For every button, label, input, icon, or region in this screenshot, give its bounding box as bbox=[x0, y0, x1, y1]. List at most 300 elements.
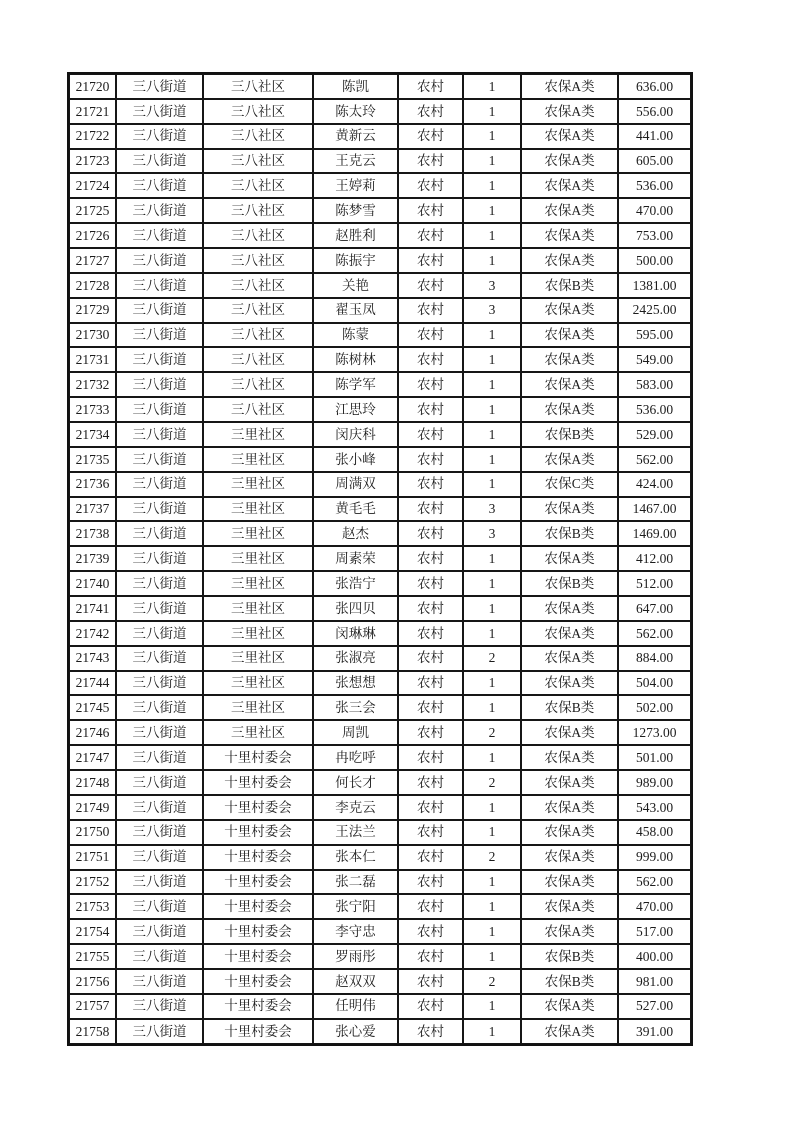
table-cell: 农保A类 bbox=[521, 497, 618, 522]
table-cell: 陈凯 bbox=[313, 74, 398, 99]
table-row bbox=[69, 248, 691, 273]
table-cell: 21732 bbox=[69, 372, 116, 397]
table-cell: 1 bbox=[463, 894, 521, 919]
table-cell: 农保A类 bbox=[521, 820, 618, 845]
table-cell: 农保A类 bbox=[521, 671, 618, 696]
table-cell: 3 bbox=[463, 497, 521, 522]
table-cell: 三八社区 bbox=[203, 124, 313, 149]
table-cell: 三八街道 bbox=[116, 994, 203, 1019]
table-cell: 张想想 bbox=[313, 671, 398, 696]
table-cell: 1 bbox=[463, 472, 521, 497]
table-cell: 556.00 bbox=[618, 99, 691, 124]
table-cell: 罗雨彤 bbox=[313, 944, 398, 969]
table-cell: 21738 bbox=[69, 521, 116, 546]
table-cell: 赵胜利 bbox=[313, 223, 398, 248]
table-cell: 农村 bbox=[398, 671, 463, 696]
table-cell: 1 bbox=[463, 745, 521, 770]
table-cell: 三八街道 bbox=[116, 198, 203, 223]
table-cell: 三八街道 bbox=[116, 596, 203, 621]
table-cell: 张二磊 bbox=[313, 870, 398, 895]
table-cell: 农村 bbox=[398, 124, 463, 149]
table-cell: 三八社区 bbox=[203, 347, 313, 372]
table-cell: 三八社区 bbox=[203, 248, 313, 273]
table-cell: 1 bbox=[463, 596, 521, 621]
table-cell: 农保A类 bbox=[521, 1019, 618, 1044]
benefit-roster-table bbox=[67, 72, 693, 1046]
table-cell: 周满双 bbox=[313, 472, 398, 497]
table-cell: 十里村委会 bbox=[203, 795, 313, 820]
table-row bbox=[69, 546, 691, 571]
table-row bbox=[69, 745, 691, 770]
table-cell: 农村 bbox=[398, 472, 463, 497]
table-cell: 21724 bbox=[69, 173, 116, 198]
table-cell: 三八街道 bbox=[116, 720, 203, 745]
table-cell: 527.00 bbox=[618, 994, 691, 1019]
table-cell: 2 bbox=[463, 720, 521, 745]
table-cell: 农保A类 bbox=[521, 173, 618, 198]
table-cell: 农保B类 bbox=[521, 273, 618, 298]
table-cell: 三八街道 bbox=[116, 422, 203, 447]
table-cell: 张宁阳 bbox=[313, 894, 398, 919]
table-cell: 21750 bbox=[69, 820, 116, 845]
table-cell: 21752 bbox=[69, 870, 116, 895]
table-row bbox=[69, 521, 691, 546]
table-cell: 981.00 bbox=[618, 969, 691, 994]
table-cell: 三八街道 bbox=[116, 323, 203, 348]
table-row bbox=[69, 596, 691, 621]
table-cell: 农保B类 bbox=[521, 571, 618, 596]
table-cell: 21730 bbox=[69, 323, 116, 348]
table-cell: 农村 bbox=[398, 149, 463, 174]
table-cell: 农保A类 bbox=[521, 397, 618, 422]
table-cell: 21742 bbox=[69, 621, 116, 646]
table-cell: 605.00 bbox=[618, 149, 691, 174]
table-cell: 21727 bbox=[69, 248, 116, 273]
table-cell: 闵琳琳 bbox=[313, 621, 398, 646]
table-cell: 三里社区 bbox=[203, 695, 313, 720]
table-cell: 458.00 bbox=[618, 820, 691, 845]
table-cell: 21749 bbox=[69, 795, 116, 820]
table-cell: 595.00 bbox=[618, 323, 691, 348]
table-row bbox=[69, 74, 691, 99]
table-cell: 三里社区 bbox=[203, 621, 313, 646]
table-cell: 21754 bbox=[69, 919, 116, 944]
table-row bbox=[69, 298, 691, 323]
table-cell: 农保B类 bbox=[521, 422, 618, 447]
table-row bbox=[69, 671, 691, 696]
table-cell: 农村 bbox=[398, 298, 463, 323]
table-cell: 1 bbox=[463, 422, 521, 447]
table-cell: 391.00 bbox=[618, 1019, 691, 1044]
table-cell: 21726 bbox=[69, 223, 116, 248]
table-cell: 十里村委会 bbox=[203, 770, 313, 795]
table-cell: 1 bbox=[463, 347, 521, 372]
table-row bbox=[69, 845, 691, 870]
table-cell: 500.00 bbox=[618, 248, 691, 273]
table-cell: 21758 bbox=[69, 1019, 116, 1044]
table-cell: 农保A类 bbox=[521, 223, 618, 248]
table-cell: 农保B类 bbox=[521, 521, 618, 546]
table-cell: 农村 bbox=[398, 273, 463, 298]
table-cell: 21747 bbox=[69, 745, 116, 770]
table-cell: 农村 bbox=[398, 546, 463, 571]
table-cell: 农村 bbox=[398, 720, 463, 745]
table-cell: 十里村委会 bbox=[203, 894, 313, 919]
table-cell: 三里社区 bbox=[203, 596, 313, 621]
table-cell: 三八街道 bbox=[116, 273, 203, 298]
table-cell: 农保A类 bbox=[521, 372, 618, 397]
table-cell: 农村 bbox=[398, 795, 463, 820]
table-cell: 农村 bbox=[398, 74, 463, 99]
table-cell: 农保A类 bbox=[521, 994, 618, 1019]
table-cell: 农保A类 bbox=[521, 347, 618, 372]
table-cell: 三里社区 bbox=[203, 422, 313, 447]
table-cell: 400.00 bbox=[618, 944, 691, 969]
table-cell: 1 bbox=[463, 919, 521, 944]
table-row bbox=[69, 422, 691, 447]
table-cell: 21753 bbox=[69, 894, 116, 919]
table-cell: 562.00 bbox=[618, 447, 691, 472]
table-cell: 549.00 bbox=[618, 347, 691, 372]
table-cell: 陈太玲 bbox=[313, 99, 398, 124]
table-cell: 农村 bbox=[398, 919, 463, 944]
table-cell: 三八街道 bbox=[116, 944, 203, 969]
table-cell: 1 bbox=[463, 323, 521, 348]
table-cell: 2425.00 bbox=[618, 298, 691, 323]
table-cell: 陈振宇 bbox=[313, 248, 398, 273]
table-cell: 三八街道 bbox=[116, 149, 203, 174]
table-cell: 陈蒙 bbox=[313, 323, 398, 348]
table-row bbox=[69, 770, 691, 795]
table-cell: 2 bbox=[463, 845, 521, 870]
table-row bbox=[69, 894, 691, 919]
table-cell: 农保A类 bbox=[521, 795, 618, 820]
table-cell: 1 bbox=[463, 74, 521, 99]
table-cell: 三八街道 bbox=[116, 223, 203, 248]
table-cell: 三八街道 bbox=[116, 820, 203, 845]
table-cell: 农保B类 bbox=[521, 969, 618, 994]
table-cell: 21729 bbox=[69, 298, 116, 323]
table-cell: 1 bbox=[463, 99, 521, 124]
table-cell: 农保A类 bbox=[521, 124, 618, 149]
table-cell: 三八街道 bbox=[116, 695, 203, 720]
table-cell: 1 bbox=[463, 571, 521, 596]
table-cell: 21756 bbox=[69, 969, 116, 994]
table-cell: 1 bbox=[463, 621, 521, 646]
table-cell: 三八社区 bbox=[203, 372, 313, 397]
table-cell: 农村 bbox=[398, 745, 463, 770]
table-cell: 农保A类 bbox=[521, 720, 618, 745]
table-cell: 三八街道 bbox=[116, 571, 203, 596]
table-row bbox=[69, 497, 691, 522]
table-cell: 三八街道 bbox=[116, 372, 203, 397]
table-cell: 1 bbox=[463, 994, 521, 1019]
table-cell: 543.00 bbox=[618, 795, 691, 820]
table-cell: 农村 bbox=[398, 870, 463, 895]
table-cell: 张四贝 bbox=[313, 596, 398, 621]
table-row bbox=[69, 273, 691, 298]
table-cell: 1 bbox=[463, 1019, 521, 1044]
table-cell: 1 bbox=[463, 870, 521, 895]
table-cell: 农保A类 bbox=[521, 845, 618, 870]
table-cell: 三八街道 bbox=[116, 248, 203, 273]
table-cell: 441.00 bbox=[618, 124, 691, 149]
table-cell: 562.00 bbox=[618, 870, 691, 895]
table-cell: 农保A类 bbox=[521, 894, 618, 919]
table-cell: 农保B类 bbox=[521, 695, 618, 720]
table-cell: 536.00 bbox=[618, 397, 691, 422]
table-cell: 1 bbox=[463, 223, 521, 248]
table-cell: 1 bbox=[463, 149, 521, 174]
table-cell: 三八街道 bbox=[116, 770, 203, 795]
table-cell: 农保C类 bbox=[521, 472, 618, 497]
table-cell: 三里社区 bbox=[203, 646, 313, 671]
table-body bbox=[69, 74, 691, 1044]
table-row bbox=[69, 472, 691, 497]
table-cell: 21743 bbox=[69, 646, 116, 671]
table-cell: 三八社区 bbox=[203, 74, 313, 99]
table-cell: 21744 bbox=[69, 671, 116, 696]
table-cell: 21731 bbox=[69, 347, 116, 372]
table-cell: 闵庆科 bbox=[313, 422, 398, 447]
table-row bbox=[69, 870, 691, 895]
table-cell: 农保A类 bbox=[521, 870, 618, 895]
table-cell: 21734 bbox=[69, 422, 116, 447]
table-cell: 562.00 bbox=[618, 621, 691, 646]
table-cell: 21741 bbox=[69, 596, 116, 621]
table-row bbox=[69, 347, 691, 372]
table-cell: 470.00 bbox=[618, 198, 691, 223]
table-cell: 1381.00 bbox=[618, 273, 691, 298]
table-cell: 三里社区 bbox=[203, 521, 313, 546]
table-cell: 21739 bbox=[69, 546, 116, 571]
table-cell: 农村 bbox=[398, 646, 463, 671]
table-row bbox=[69, 1019, 691, 1044]
table-cell: 21720 bbox=[69, 74, 116, 99]
table-cell: 农村 bbox=[398, 994, 463, 1019]
table-cell: 农保A类 bbox=[521, 646, 618, 671]
table-cell: 黄新云 bbox=[313, 124, 398, 149]
table-cell: 583.00 bbox=[618, 372, 691, 397]
table-cell: 1 bbox=[463, 198, 521, 223]
table-cell: 三八街道 bbox=[116, 845, 203, 870]
table-cell: 农村 bbox=[398, 173, 463, 198]
table-cell: 2 bbox=[463, 969, 521, 994]
table-cell: 三里社区 bbox=[203, 447, 313, 472]
table-cell: 1 bbox=[463, 944, 521, 969]
table-row bbox=[69, 646, 691, 671]
table-cell: 1 bbox=[463, 820, 521, 845]
table-cell: 三八街道 bbox=[116, 894, 203, 919]
table-cell: 504.00 bbox=[618, 671, 691, 696]
table-cell: 三里社区 bbox=[203, 720, 313, 745]
table-cell: 农保A类 bbox=[521, 745, 618, 770]
table-cell: 农村 bbox=[398, 497, 463, 522]
table-row bbox=[69, 447, 691, 472]
table-cell: 农村 bbox=[398, 248, 463, 273]
table-cell: 李克云 bbox=[313, 795, 398, 820]
table-cell: 636.00 bbox=[618, 74, 691, 99]
table-row bbox=[69, 919, 691, 944]
table-cell: 张本仁 bbox=[313, 845, 398, 870]
table-cell: 张浩宁 bbox=[313, 571, 398, 596]
table-cell: 三八街道 bbox=[116, 447, 203, 472]
table-row bbox=[69, 621, 691, 646]
table-cell: 十里村委会 bbox=[203, 944, 313, 969]
table-cell: 21748 bbox=[69, 770, 116, 795]
table-cell: 农保A类 bbox=[521, 74, 618, 99]
table-cell: 三八街道 bbox=[116, 646, 203, 671]
table-cell: 21751 bbox=[69, 845, 116, 870]
table-row bbox=[69, 720, 691, 745]
table-cell: 农村 bbox=[398, 894, 463, 919]
table-row bbox=[69, 969, 691, 994]
table-cell: 21733 bbox=[69, 397, 116, 422]
table-cell: 三八街道 bbox=[116, 74, 203, 99]
table-cell: 农村 bbox=[398, 323, 463, 348]
table-cell: 农保A类 bbox=[521, 149, 618, 174]
table-cell: 21737 bbox=[69, 497, 116, 522]
table-cell: 999.00 bbox=[618, 845, 691, 870]
table-row bbox=[69, 173, 691, 198]
table-cell: 农村 bbox=[398, 347, 463, 372]
table-cell: 三八街道 bbox=[116, 99, 203, 124]
table-cell: 三八街道 bbox=[116, 671, 203, 696]
table-cell: 李守忠 bbox=[313, 919, 398, 944]
table-cell: 农村 bbox=[398, 770, 463, 795]
table-row bbox=[69, 323, 691, 348]
table-cell: 赵双双 bbox=[313, 969, 398, 994]
table-cell: 三里社区 bbox=[203, 472, 313, 497]
table-cell: 农保A类 bbox=[521, 323, 618, 348]
table-row bbox=[69, 695, 691, 720]
table-row bbox=[69, 571, 691, 596]
table-row bbox=[69, 198, 691, 223]
table-cell: 三八社区 bbox=[203, 173, 313, 198]
table-cell: 三八社区 bbox=[203, 298, 313, 323]
table-cell: 农村 bbox=[398, 99, 463, 124]
table-cell: 三八街道 bbox=[116, 497, 203, 522]
table-cell: 王克云 bbox=[313, 149, 398, 174]
table-cell: 农保A类 bbox=[521, 447, 618, 472]
table-cell: 农村 bbox=[398, 223, 463, 248]
table-cell: 1 bbox=[463, 795, 521, 820]
table-cell: 农保B类 bbox=[521, 944, 618, 969]
table-cell: 十里村委会 bbox=[203, 919, 313, 944]
table-cell: 2 bbox=[463, 646, 521, 671]
table-cell: 农保A类 bbox=[521, 298, 618, 323]
table-cell: 农村 bbox=[398, 695, 463, 720]
table-cell: 农村 bbox=[398, 944, 463, 969]
table-cell: 张小峰 bbox=[313, 447, 398, 472]
table-cell: 农保A类 bbox=[521, 198, 618, 223]
table-cell: 3 bbox=[463, 273, 521, 298]
table-cell: 21723 bbox=[69, 149, 116, 174]
table-cell: 502.00 bbox=[618, 695, 691, 720]
table-cell: 21755 bbox=[69, 944, 116, 969]
table-cell: 501.00 bbox=[618, 745, 691, 770]
table-cell: 三八街道 bbox=[116, 546, 203, 571]
table-cell: 529.00 bbox=[618, 422, 691, 447]
table-cell: 517.00 bbox=[618, 919, 691, 944]
table-cell: 王法兰 bbox=[313, 820, 398, 845]
table-cell: 21728 bbox=[69, 273, 116, 298]
table-row bbox=[69, 99, 691, 124]
table-cell: 三八社区 bbox=[203, 397, 313, 422]
table-cell: 21725 bbox=[69, 198, 116, 223]
table-cell: 十里村委会 bbox=[203, 994, 313, 1019]
table-cell: 三里社区 bbox=[203, 497, 313, 522]
table-cell: 张淑亮 bbox=[313, 646, 398, 671]
table-cell: 农村 bbox=[398, 422, 463, 447]
table-cell: 农村 bbox=[398, 447, 463, 472]
table-cell: 农保A类 bbox=[521, 248, 618, 273]
table-cell: 3 bbox=[463, 521, 521, 546]
table-cell: 412.00 bbox=[618, 546, 691, 571]
table-cell: 1 bbox=[463, 372, 521, 397]
table-cell: 21736 bbox=[69, 472, 116, 497]
table-cell: 农保A类 bbox=[521, 99, 618, 124]
table-cell: 989.00 bbox=[618, 770, 691, 795]
table-cell: 翟玉凤 bbox=[313, 298, 398, 323]
table-cell: 农村 bbox=[398, 1019, 463, 1044]
table-cell: 1 bbox=[463, 671, 521, 696]
table-cell: 三八社区 bbox=[203, 223, 313, 248]
table-cell: 周凯 bbox=[313, 720, 398, 745]
table-cell: 21740 bbox=[69, 571, 116, 596]
table-cell: 农村 bbox=[398, 198, 463, 223]
table-cell: 470.00 bbox=[618, 894, 691, 919]
table-cell: 三八街道 bbox=[116, 298, 203, 323]
table-cell: 1 bbox=[463, 124, 521, 149]
table-row bbox=[69, 944, 691, 969]
table-cell: 何长才 bbox=[313, 770, 398, 795]
table-cell: 21757 bbox=[69, 994, 116, 1019]
table-row bbox=[69, 124, 691, 149]
table-cell: 陈梦雪 bbox=[313, 198, 398, 223]
table-cell: 三八街道 bbox=[116, 347, 203, 372]
table-cell: 三八街道 bbox=[116, 969, 203, 994]
table-cell: 冉吃呼 bbox=[313, 745, 398, 770]
table-cell: 1 bbox=[463, 447, 521, 472]
table-cell: 三八社区 bbox=[203, 273, 313, 298]
table-cell: 三八街道 bbox=[116, 870, 203, 895]
table-row bbox=[69, 223, 691, 248]
table-cell: 农保A类 bbox=[521, 621, 618, 646]
table-cell: 农保A类 bbox=[521, 546, 618, 571]
table-cell: 三八街道 bbox=[116, 919, 203, 944]
table-cell: 农村 bbox=[398, 621, 463, 646]
table-cell: 农村 bbox=[398, 969, 463, 994]
table-cell: 三八街道 bbox=[116, 124, 203, 149]
table-cell: 三八社区 bbox=[203, 99, 313, 124]
table-cell: 农村 bbox=[398, 521, 463, 546]
table-cell: 赵杰 bbox=[313, 521, 398, 546]
table-cell: 2 bbox=[463, 770, 521, 795]
table-cell: 884.00 bbox=[618, 646, 691, 671]
table-cell: 农村 bbox=[398, 571, 463, 596]
table-cell: 21722 bbox=[69, 124, 116, 149]
table-cell: 农村 bbox=[398, 845, 463, 870]
table-cell: 三里社区 bbox=[203, 571, 313, 596]
table-cell: 十里村委会 bbox=[203, 745, 313, 770]
table-cell: 21721 bbox=[69, 99, 116, 124]
table-cell: 512.00 bbox=[618, 571, 691, 596]
table-cell: 21735 bbox=[69, 447, 116, 472]
table-cell: 王婷莉 bbox=[313, 173, 398, 198]
table-cell: 三八街道 bbox=[116, 173, 203, 198]
table-cell: 三八街道 bbox=[116, 521, 203, 546]
